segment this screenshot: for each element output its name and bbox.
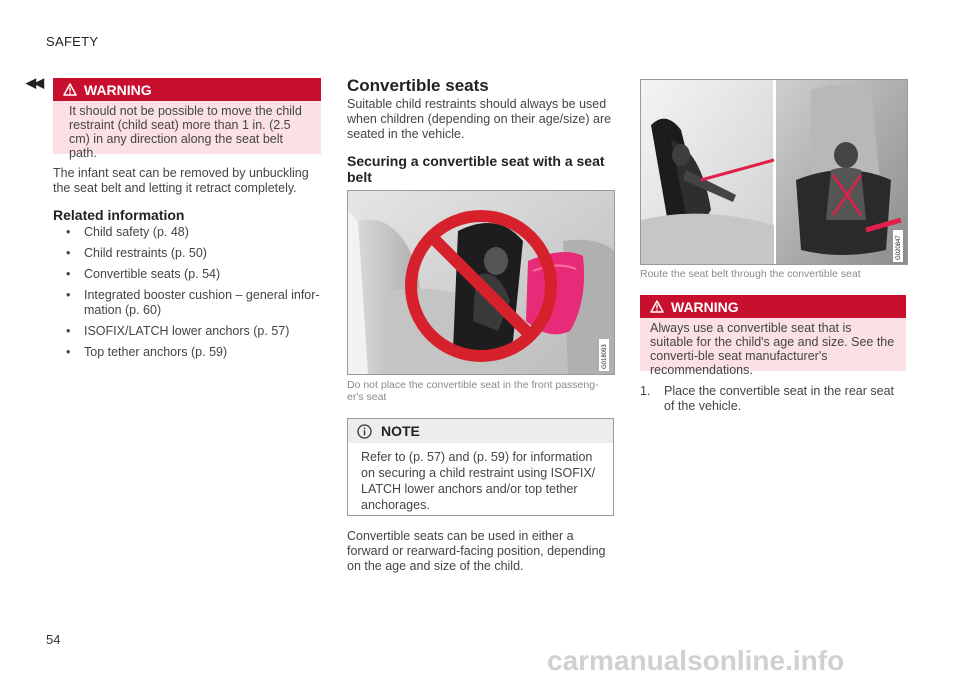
warning-triangle-icon (650, 300, 664, 313)
warning-title: WARNING (671, 298, 739, 315)
image-code: G018093 (602, 344, 608, 369)
subsection-title: Securing a convertible seat with a seat belt (347, 153, 605, 185)
note-box (347, 418, 614, 516)
related-info-title: Related information (53, 207, 185, 223)
related-link[interactable]: Integrated booster cushion – general infor-mation (p. 60) (84, 288, 320, 317)
related-link[interactable]: ISOFIX/LATCH lower anchors (p. 57) (84, 324, 290, 338)
warning-triangle-icon (63, 83, 77, 96)
bullet: • (66, 267, 71, 281)
warning-text: Always use a convertible seat that is suitable for the child's age and size. See the converti-ble seat manufacturer's recommendations. (650, 321, 895, 377)
warning-header (640, 295, 906, 318)
list-item[interactable] (53, 345, 321, 360)
bullet: • (66, 345, 71, 359)
list-item[interactable] (53, 225, 321, 240)
bullet: • (66, 225, 71, 239)
section-header: SAFETY (46, 34, 99, 49)
related-link[interactable]: Child safety (p. 48) (84, 225, 189, 239)
paragraph: The infant seat can be removed by unbuckling the seat belt and letting it retract completely. (53, 166, 309, 195)
paragraph: Convertible seats can be used in either a forward or rearward-facing position, depending on the age and size of the child. (347, 529, 606, 573)
note-text: Refer to (p. 57) and (p. 59) for information on securing a child restraint using ISOFIX/ LATCH lower anchors and/or top tether anchorages. (361, 450, 596, 512)
front-seat-illustration (348, 191, 614, 374)
related-link[interactable]: Child restraints (p. 50) (84, 246, 207, 260)
note-header (348, 419, 613, 443)
warning-header (53, 78, 321, 101)
info-icon (357, 424, 372, 439)
related-link[interactable]: Top tether anchors (p. 59) (84, 345, 228, 359)
bullet: • (66, 246, 71, 260)
image-code: G020847 (896, 235, 902, 260)
image-caption: Route the seat belt through the convertible seat (640, 268, 861, 280)
note-title: NOTE (381, 423, 420, 439)
warning-box (640, 295, 906, 377)
related-link[interactable]: Convertible seats (p. 54) (84, 267, 221, 281)
list-item[interactable] (53, 246, 321, 261)
watermark-text: carmanualsonline.info (547, 645, 845, 676)
intro-paragraph: Suitable child restraints should always be used when children (depending on their age/size) are seated in the vehicle. (347, 97, 612, 141)
image-caption: Do not place the convertible seat in the front passeng-er's seat (347, 379, 599, 403)
list-item[interactable] (53, 288, 321, 318)
section-title: Convertible seats (347, 76, 489, 95)
related-info-list (53, 225, 321, 366)
list-item[interactable] (53, 324, 321, 339)
convertible-seat-belt-route-image (640, 79, 908, 265)
step-text: Place the convertible seat in the rear seat of the vehicle. (664, 384, 894, 413)
warning-title: WARNING (84, 81, 152, 98)
bullet: • (66, 288, 71, 302)
list-item[interactable] (53, 267, 321, 282)
continued-marker: ◀◀ (26, 75, 42, 90)
page-number: 54 (46, 632, 61, 647)
step-number: 1. (640, 384, 651, 398)
warning-box (53, 78, 321, 160)
warning-text: It should not be possible to move the child restraint (child seat) more than 1 in. (2.5 cm) in any direction along the seat belt path. (69, 104, 302, 160)
front-seat-prohibited-image (347, 190, 615, 375)
step-1 (640, 384, 906, 414)
seat-belt-route-illustration (641, 80, 907, 264)
bullet: • (66, 324, 71, 338)
